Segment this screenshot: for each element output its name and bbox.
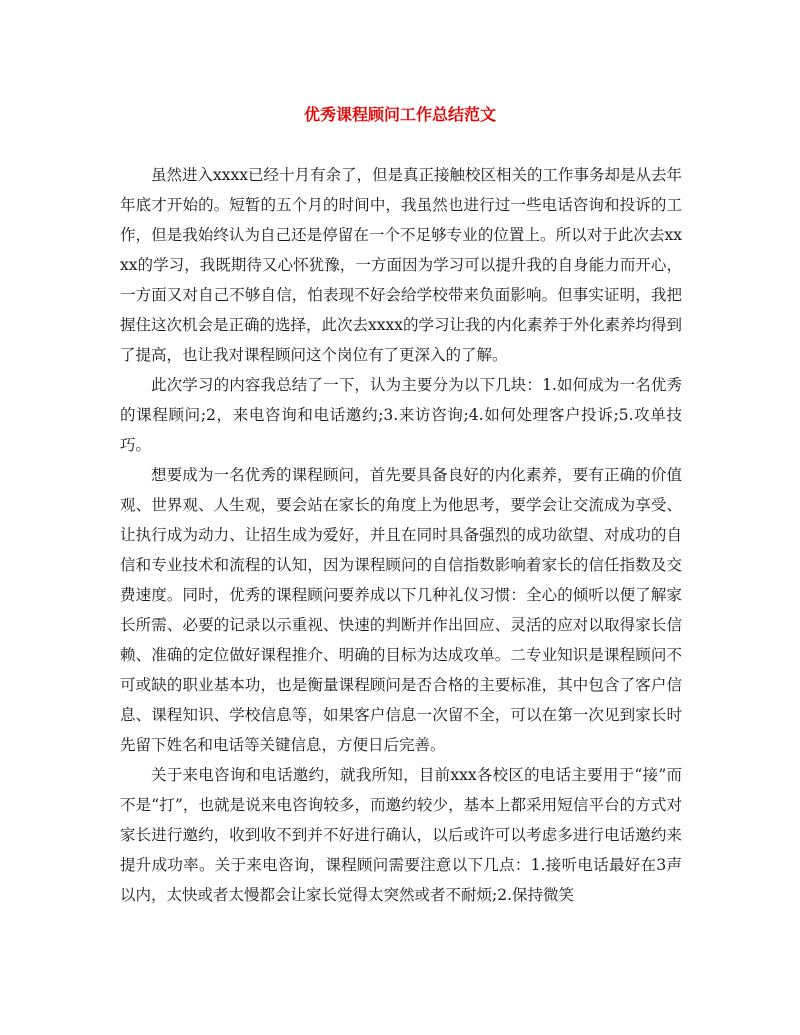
document-body (120, 160, 682, 910)
paragraph-1: 虽然进入xxxx已经十月有余了，但是真正接触校区相关的工作事务却是从去年年底才开始的。短暂的五个月的时间中，我虽然也进行过一些电话咨询和投诉的工作，但是我始终认为自己还是停留在一个不足够专业的位置上。所以对于此次去xxxx的学习，我既期待又心怀犹豫，一方面因为学习可以提升我的自身能力而开心，一方面又对自己不够自信，怕表现不好会给学校带来负面影响。但事实证明，我把握住这次机会是正确的选择，此次去xxxx的学习让我的内化素养于外化素养均得到了提高，也让我对课程顾问这个岗位有了更深入的了解。 (120, 166, 682, 364)
paragraph-2: 此次学习的内容我总结了一下，认为主要分为以下几块：1.如何成为一名优秀的课程顾问;2，来电咨询和电话邀约;3.来访咨询;4.如何处理客户投诉;5.攻单技巧。 (120, 376, 682, 454)
paragraph-3: 想要成为一名优秀的课程顾问，首先要具备良好的内化素养，要有正确的价值观、世界观、人生观，要会站在家长的角度上为他思考，要学会让交流成为享受、让执行成为动力、让招生成为爱好，并且在同时具备强烈的成功欲望、对成功的自信和专业技术和流程的认知，因为课程顾问的自信指数影响着家长的信任指数及交费速度。同时，优秀的课程顾问要养成以下几种礼仪习惯：全心的倾听以便了解家长所需、必要的记录以示重视、快速的判断并作出回应、灵活的应对以取得家长信赖、准确的定位做好课程推介、明确的目标为达成攻单。二专业知识是课程顾问不可或缺的职业基本功，也是衡量课程顾问是否合格的主要标准，其中包含了客户信息、课程知识、学校信息等，如果客户信息一次留不全，可以在第一次见到家长时先留下姓名和电话等关键信息，方便日后完善。 (120, 466, 682, 754)
paragraph-4: 关于来电咨询和电话邀约，就我所知，目前xxx各校区的电话主要用于“接”而不是“打”，也就是说来电咨询较多，而邀约较少，基本上都采用短信平台的方式对家长进行邀约，收到收不到并不好进行确认，以后或许可以考虑多进行电话邀约来提升成功率。关于来电咨询，课程顾问需要注意以下几点：1.接听电话最好在3声以内，太快或者太慢都会让家长觉得太突然或者不耐烦;2.保持微笑 (120, 766, 682, 904)
document-title: 优秀课程顾问工作总结范文 (303, 105, 496, 124)
